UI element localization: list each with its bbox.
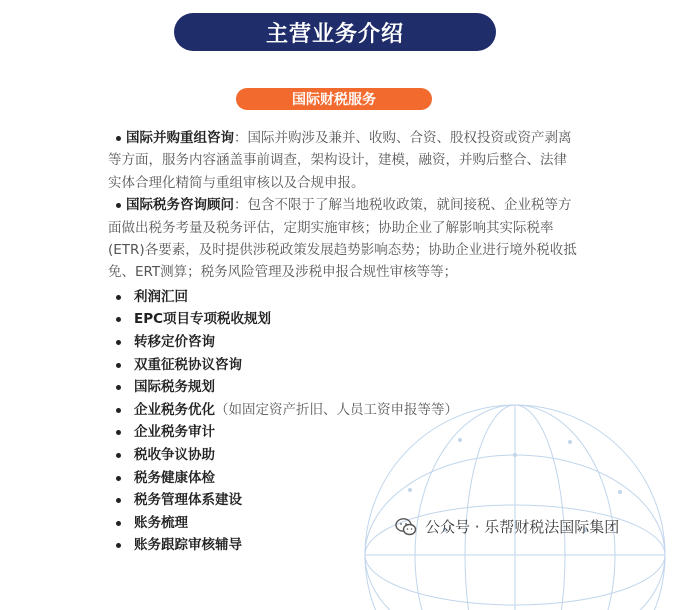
- list-item: 税务管理体系建设: [108, 489, 578, 512]
- wechat-icon: [395, 517, 417, 537]
- list-item: 账务跟踪审核辅导: [108, 534, 578, 557]
- wechat-watermark: [395, 516, 619, 537]
- bullet-icon: [116, 317, 121, 322]
- bullet-icon: [116, 203, 121, 208]
- list-item: 税收争议协助: [108, 444, 578, 467]
- page-title: 主营业务介绍: [174, 13, 496, 51]
- bullet-icon: [116, 430, 121, 435]
- bullet-icon: [116, 136, 121, 141]
- content-body: [108, 127, 578, 557]
- list-item: 税务健康体检: [108, 467, 578, 490]
- bullet-icon: [116, 295, 121, 300]
- bullet-icon: [116, 453, 121, 458]
- paragraph-title: 国际并购重组咨询: [126, 130, 234, 146]
- bullet-icon: [116, 385, 121, 390]
- watermark-text: 公众号 · 乐帮财税法国际集团: [425, 518, 620, 536]
- bullet-icon: [116, 363, 121, 368]
- paragraph-ma: [108, 127, 578, 194]
- bullet-icon: [116, 408, 121, 413]
- list-item: 利润汇回: [108, 286, 578, 309]
- list-item: 双重征税协议咨询: [108, 354, 578, 377]
- list-item: 企业税务优化（如固定资产折旧、人员工资申报等等）: [108, 399, 578, 422]
- paragraph-text: ：包含不限于了解当地税收政策，就间接税、企业税等方面做出税务考量及税务评估，定期实施审核；协助企业了解影响其实际税率(ETR)各要素，及时提供涉税政策发展趋势影响态势；协助企业进行境外税收抵免、ERT测算；税务风险管理及涉税申报合规性审核等等；: [108, 197, 577, 281]
- list-item: 转移定价咨询: [108, 331, 578, 354]
- list-item: 账务梳理: [108, 512, 578, 535]
- paragraph-tax-consulting: [108, 194, 578, 284]
- bullet-icon: [116, 521, 121, 526]
- bullet-icon: [116, 543, 121, 548]
- bullet-icon: [116, 498, 121, 503]
- section-title: 国际财税服务: [236, 88, 432, 110]
- list-item: 企业税务审计: [108, 421, 578, 444]
- list-item: 国际税务规划: [108, 376, 578, 399]
- paragraph-title: 国际税务咨询顾问: [126, 197, 234, 214]
- bullet-icon: [116, 340, 121, 345]
- paragraph-text: ：国际并购涉及兼并、收购、合资、股权投资或资产剥离等方面，服务内容涵盖事前调查，架构设计，建模，融资，并购后整合、法律实体合理化精简与重组审核以及合规申报。: [108, 130, 572, 191]
- list-item: EPC项目专项税收规划: [108, 308, 578, 331]
- bullet-icon: [116, 476, 121, 481]
